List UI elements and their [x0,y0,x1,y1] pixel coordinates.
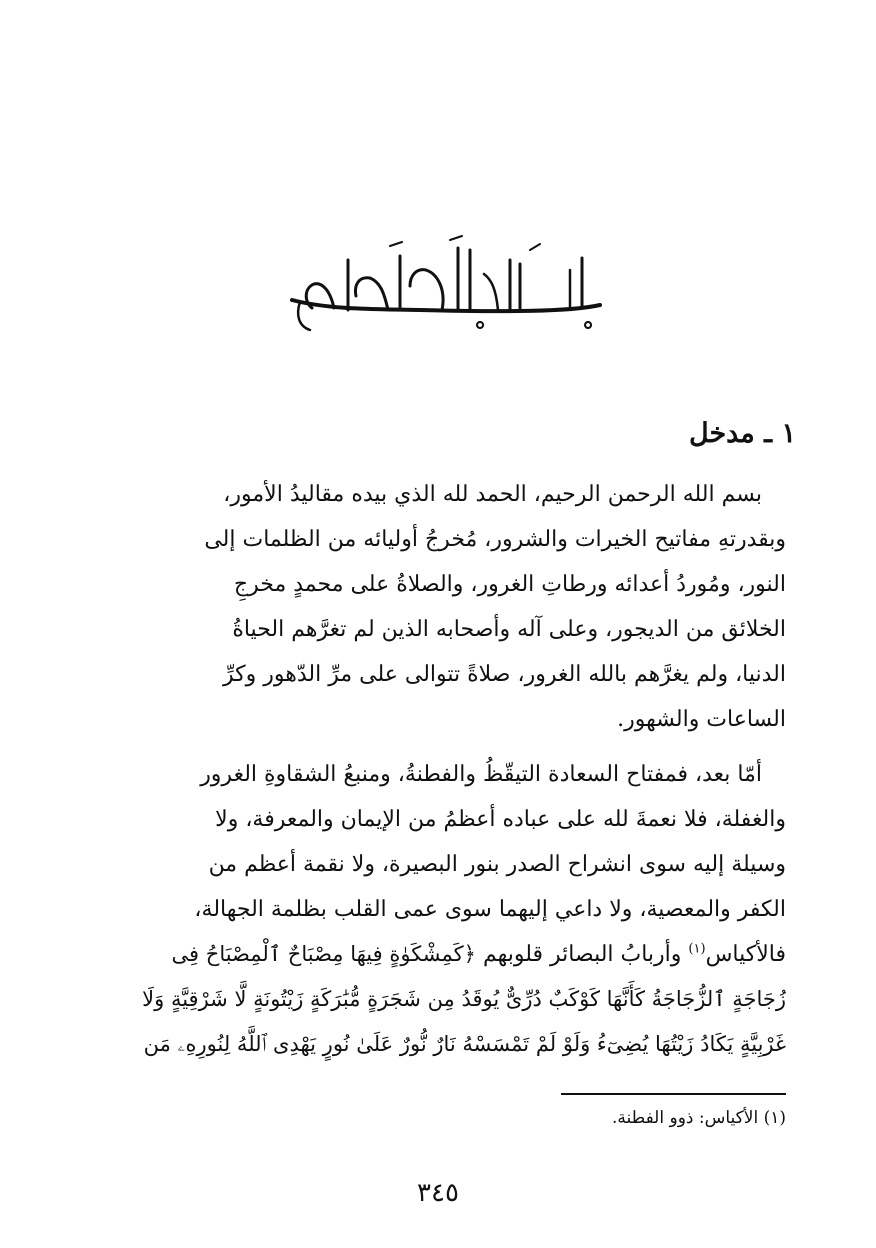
paragraph-main [72,752,786,1067]
page-number: ٣٤٥ [417,1178,459,1208]
footnote-ref[interactable]: (١) [688,941,706,957]
basmala-calligraphy [270,230,610,340]
quran-verse-start: ﴿كَمِشْكَوٰةٍ فِيهَا مِصْبَاحٌ ٱلْمِصْبَاحُ فِى [171,942,476,966]
text-line: وبقدرتهِ مفاتيح الخيرات والشرور، مُخرجُ أوليائه من الظلمات إلى [204,527,786,552]
section-heading: ١ ـ مدخل [689,418,796,449]
quran-verse-line: زُجَاجَةٍ ٱلزُّجَاجَةُ كَأَنَّهَا كَوْكَبٌ دُرِّىٌّ يُوقَدُ مِن شَجَرَةٍ مُّبَٰرَكَةٍ زَيْتُونَةٍ لَّا شَرْقِيَّةٍ وَلَا [142,987,786,1011]
text-line: الخلائق من الديجور، وعلى آله وأصحابه الذين لم تغرَّهم الحياةُ [232,617,786,642]
text-line: الكفر والمعصية، ولا داعي إليهما سوى عمى القلب بظلمة الجهالة، [194,897,786,922]
footnote-divider [561,1093,786,1095]
kayyis-rest: وأربابُ البصائر قلوبهم [482,942,682,967]
text-line: الدنيا، ولم يغرَّهم بالله الغرور، صلاةً تتوالى على مرِّ الدّهور وكرِّ [223,662,786,687]
footnote-text: (١) الأكياس: ذوو الفطنة. [611,1108,786,1128]
text-line: والغفلة، فلا نعمةَ لله على عباده أعظمُ من الإيمان والمعرفة، ولا [215,807,786,832]
quran-verse-line: غَرْبِيَّةٍ يَكَادُ زَيْتُهَا يُضِىٓءُ وَلَوْ لَمْ تَمْسَسْهُ نَارٌ نُّورٌ عَلَىٰ نُورٍ يَهْدِى ٱللَّهُ لِنُورِهِۦ مَن [143,1032,786,1056]
text-line: الساعات والشهور. [617,707,786,732]
text-line-kayyis [72,932,786,977]
paragraph-intro [72,472,786,742]
basmala-calligraphy-icon [270,230,610,340]
text-line: أمّا بعد، فمفتاح السعادة التيقّظُ والفطنةُ، ومنبعُ الشقاوةِ الغرور [200,762,762,787]
text-line: النور، ومُوردُ أعدائه ورطاتِ الغرور، والصلاةُ على محمدٍ مخرجِ [233,572,786,597]
text-line: وسيلة إليه سوى انشراح الصدر بنور البصيرة، ولا نقمة أعظم من [208,852,786,877]
text-line: بسم الله الرحمن الرحيم، الحمد لله الذي بيده مقاليدُ الأمور، [223,482,762,507]
kayyis-word: فالأكياس [705,942,786,967]
